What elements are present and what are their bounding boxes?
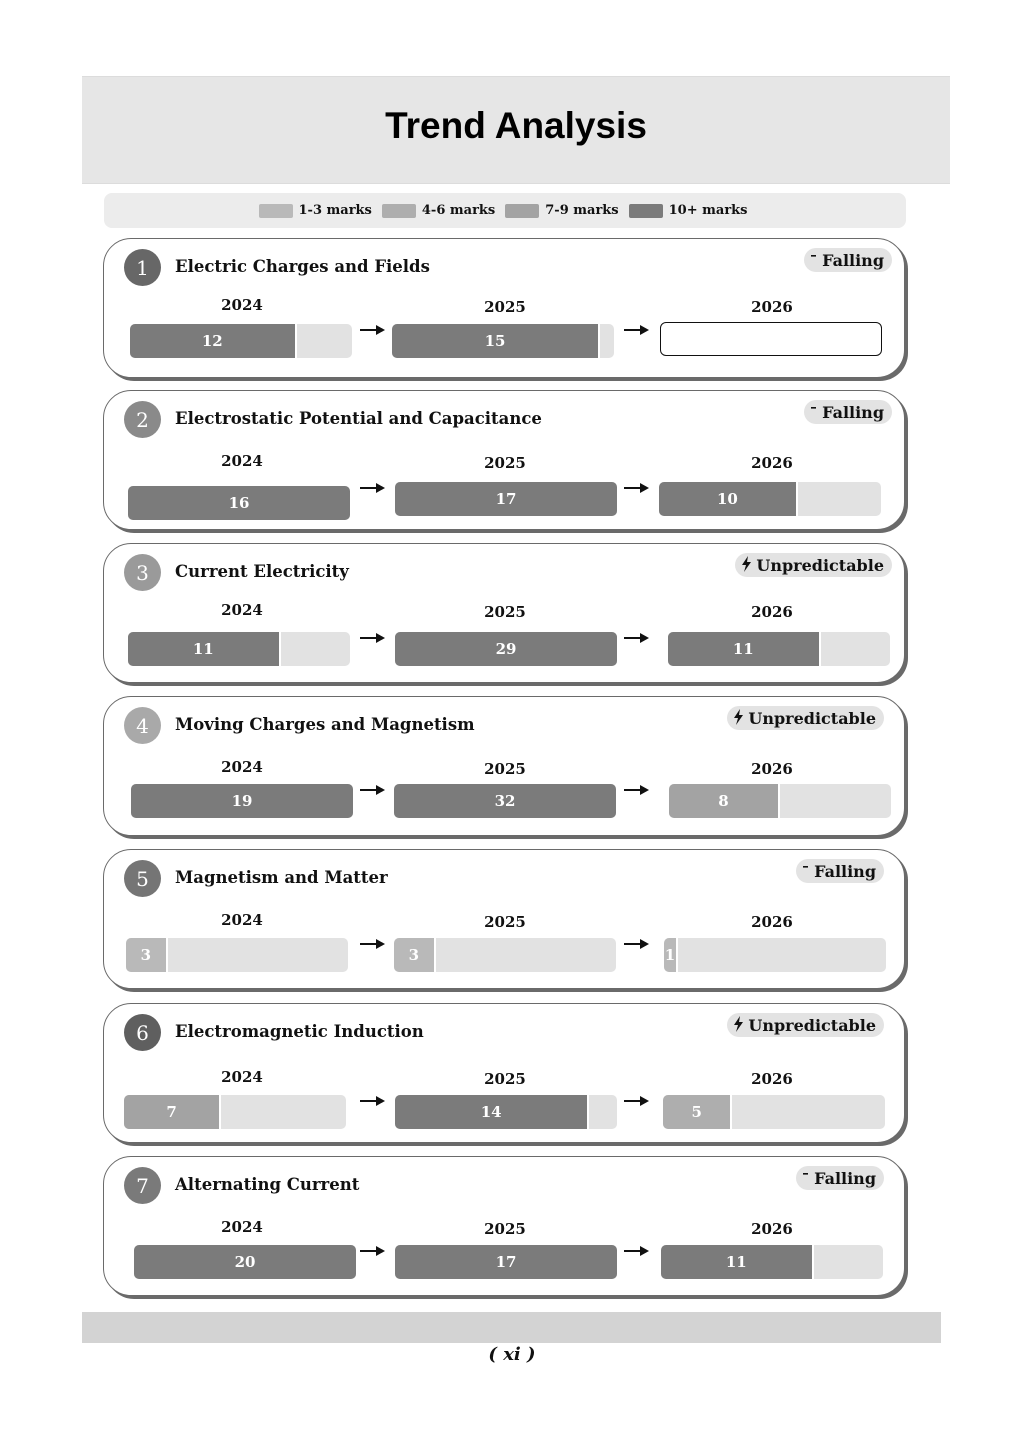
year-label-2025: 2025 bbox=[484, 454, 526, 472]
trend-label: Falling bbox=[814, 861, 876, 881]
topic-card-6 bbox=[103, 1003, 905, 1143]
topic-title: Moving Charges and Magnetism bbox=[175, 715, 475, 734]
topic-card-1 bbox=[103, 238, 905, 378]
legend-item-4-6 bbox=[382, 203, 495, 218]
legend bbox=[104, 193, 906, 228]
year-label-2024: 2024 bbox=[221, 911, 263, 929]
bar-track-2024 bbox=[128, 486, 350, 520]
legend-label: 7-9 marks bbox=[545, 203, 619, 218]
topic-number: 3 bbox=[124, 554, 161, 591]
year-label-2026: 2026 bbox=[751, 1220, 793, 1238]
year-label-2026: 2026 bbox=[751, 913, 793, 931]
arrow-right-icon bbox=[624, 937, 650, 951]
trend-badge bbox=[727, 706, 884, 730]
bar-track-2026 bbox=[663, 1095, 885, 1129]
year-label-2024: 2024 bbox=[221, 601, 263, 619]
legend-swatch bbox=[629, 204, 663, 218]
year-label-2025: 2025 bbox=[484, 603, 526, 621]
bar-track-2026 bbox=[668, 632, 890, 666]
bar-fill-2025: 3 bbox=[394, 938, 436, 972]
legend-label: 10+ marks bbox=[668, 203, 748, 218]
falling-icon bbox=[810, 406, 818, 419]
title-band bbox=[82, 76, 950, 184]
bar-fill-2024: 12 bbox=[130, 324, 297, 358]
bar-track-2024 bbox=[124, 1095, 346, 1129]
bar-track-2026 bbox=[661, 1245, 883, 1279]
year-label-2025: 2025 bbox=[484, 1220, 526, 1238]
bar-fill-2024: 3 bbox=[126, 938, 168, 972]
topic-card-7 bbox=[103, 1156, 905, 1296]
year-label-2025: 2025 bbox=[484, 913, 526, 931]
bar-track-2024 bbox=[128, 632, 350, 666]
topic-title: Alternating Current bbox=[175, 1175, 360, 1194]
bar-fill-2025: 15 bbox=[392, 324, 600, 358]
page-title: Trend Analysis bbox=[385, 105, 647, 146]
bar-fill-2024: 7 bbox=[124, 1095, 221, 1129]
topic-number: 6 bbox=[124, 1014, 161, 1051]
bar-track-2025 bbox=[395, 482, 617, 516]
trend-badge bbox=[796, 1166, 884, 1190]
bar-track-2025 bbox=[394, 938, 616, 972]
topic-card-2 bbox=[103, 390, 905, 530]
arrow-right-icon bbox=[360, 783, 386, 797]
legend-swatch bbox=[505, 204, 539, 218]
trend-label: Falling bbox=[822, 402, 884, 422]
year-label-2024: 2024 bbox=[221, 758, 263, 776]
lightning-icon bbox=[733, 1016, 744, 1035]
bar-fill-2025: 14 bbox=[395, 1095, 589, 1129]
footer-band bbox=[82, 1312, 941, 1343]
arrow-right-icon bbox=[624, 1094, 650, 1108]
topic-card-4 bbox=[103, 696, 905, 836]
legend-swatch bbox=[382, 204, 416, 218]
bar-track-2024 bbox=[126, 938, 348, 972]
arrow-right-icon bbox=[360, 631, 386, 645]
bar-empty-2026 bbox=[660, 322, 882, 356]
year-label-2024: 2024 bbox=[221, 452, 263, 470]
topic-title: Electrostatic Potential and Capacitance bbox=[175, 409, 542, 428]
arrow-right-icon bbox=[624, 481, 650, 495]
falling-icon bbox=[802, 865, 810, 878]
arrow-right-icon bbox=[360, 937, 386, 951]
year-label-2026: 2026 bbox=[751, 760, 793, 778]
legend-swatch bbox=[259, 204, 293, 218]
year-label-2025: 2025 bbox=[484, 760, 526, 778]
bar-fill-2024: 19 bbox=[131, 784, 353, 818]
bar-track-2024 bbox=[131, 784, 353, 818]
topic-number: 5 bbox=[124, 860, 161, 897]
bar-fill-2026: 8 bbox=[669, 784, 780, 818]
bar-fill-2025: 17 bbox=[395, 482, 617, 516]
bar-fill-2026: 11 bbox=[661, 1245, 814, 1279]
arrow-right-icon bbox=[360, 481, 386, 495]
bar-track-2026 bbox=[669, 784, 891, 818]
bar-fill-2026: 1 bbox=[664, 938, 678, 972]
bar-fill-2026: 5 bbox=[663, 1095, 732, 1129]
legend-label: 1-3 marks bbox=[298, 203, 372, 218]
bar-fill-2024: 11 bbox=[128, 632, 281, 666]
arrow-right-icon bbox=[624, 783, 650, 797]
bar-track-2025 bbox=[395, 1245, 617, 1279]
arrow-right-icon bbox=[360, 323, 386, 337]
bar-track-2025 bbox=[392, 324, 614, 358]
bar-track-2024 bbox=[130, 324, 352, 358]
falling-icon bbox=[802, 1172, 810, 1185]
bar-track-2026 bbox=[659, 482, 881, 516]
legend-item-10-plus bbox=[629, 203, 748, 218]
bar-fill-2025: 32 bbox=[394, 784, 616, 818]
arrow-right-icon bbox=[624, 631, 650, 645]
legend-item-7-9 bbox=[505, 203, 618, 218]
bar-fill-2024: 16 bbox=[128, 486, 350, 520]
topic-title: Electromagnetic Induction bbox=[175, 1022, 424, 1041]
year-label-2026: 2026 bbox=[751, 603, 793, 621]
legend-item-1-3 bbox=[259, 203, 372, 218]
bar-fill-2025: 17 bbox=[395, 1245, 617, 1279]
topic-card-5 bbox=[103, 849, 905, 989]
lightning-icon bbox=[741, 556, 752, 575]
page-number: ( xi ) bbox=[488, 1344, 536, 1365]
trend-label: Unpredictable bbox=[756, 555, 884, 575]
topic-number: 7 bbox=[124, 1167, 161, 1204]
year-label-2026: 2026 bbox=[751, 298, 793, 316]
legend-label: 4-6 marks bbox=[421, 203, 496, 218]
year-label-2024: 2024 bbox=[221, 1218, 263, 1236]
topic-number: 4 bbox=[124, 707, 161, 744]
topic-title: Magnetism and Matter bbox=[175, 868, 388, 887]
arrow-right-icon bbox=[624, 1244, 650, 1258]
year-label-2026: 2026 bbox=[751, 454, 793, 472]
trend-badge bbox=[727, 1013, 884, 1037]
topic-card-3 bbox=[103, 543, 905, 683]
trend-label: Unpredictable bbox=[748, 708, 876, 728]
bar-fill-2026: 10 bbox=[659, 482, 798, 516]
topic-title: Electric Charges and Fields bbox=[175, 257, 430, 276]
trend-badge bbox=[804, 400, 892, 424]
bar-fill-2024: 20 bbox=[134, 1245, 356, 1279]
year-label-2026: 2026 bbox=[751, 1070, 793, 1088]
topic-number: 1 bbox=[124, 249, 161, 286]
bar-track-2025 bbox=[394, 784, 616, 818]
bar-fill-2026: 11 bbox=[668, 632, 821, 666]
trend-badge bbox=[804, 248, 892, 272]
lightning-icon bbox=[733, 709, 744, 728]
arrow-right-icon bbox=[624, 323, 650, 337]
bar-track-2026 bbox=[664, 938, 886, 972]
year-label-2024: 2024 bbox=[221, 296, 263, 314]
trend-label: Unpredictable bbox=[748, 1015, 876, 1035]
arrow-right-icon bbox=[360, 1244, 386, 1258]
topic-number: 2 bbox=[124, 401, 161, 438]
topic-title: Current Electricity bbox=[175, 562, 349, 581]
falling-icon bbox=[810, 254, 818, 267]
trend-badge bbox=[735, 553, 892, 577]
bar-track-2025 bbox=[395, 632, 617, 666]
year-label-2024: 2024 bbox=[221, 1068, 263, 1086]
year-label-2025: 2025 bbox=[484, 1070, 526, 1088]
year-label-2025: 2025 bbox=[484, 298, 526, 316]
trend-label: Falling bbox=[814, 1168, 876, 1188]
arrow-right-icon bbox=[360, 1094, 386, 1108]
bar-track-2025 bbox=[395, 1095, 617, 1129]
bar-fill-2025: 29 bbox=[395, 632, 617, 666]
bar-track-2024 bbox=[134, 1245, 356, 1279]
trend-badge bbox=[796, 859, 884, 883]
trend-label: Falling bbox=[822, 250, 884, 270]
